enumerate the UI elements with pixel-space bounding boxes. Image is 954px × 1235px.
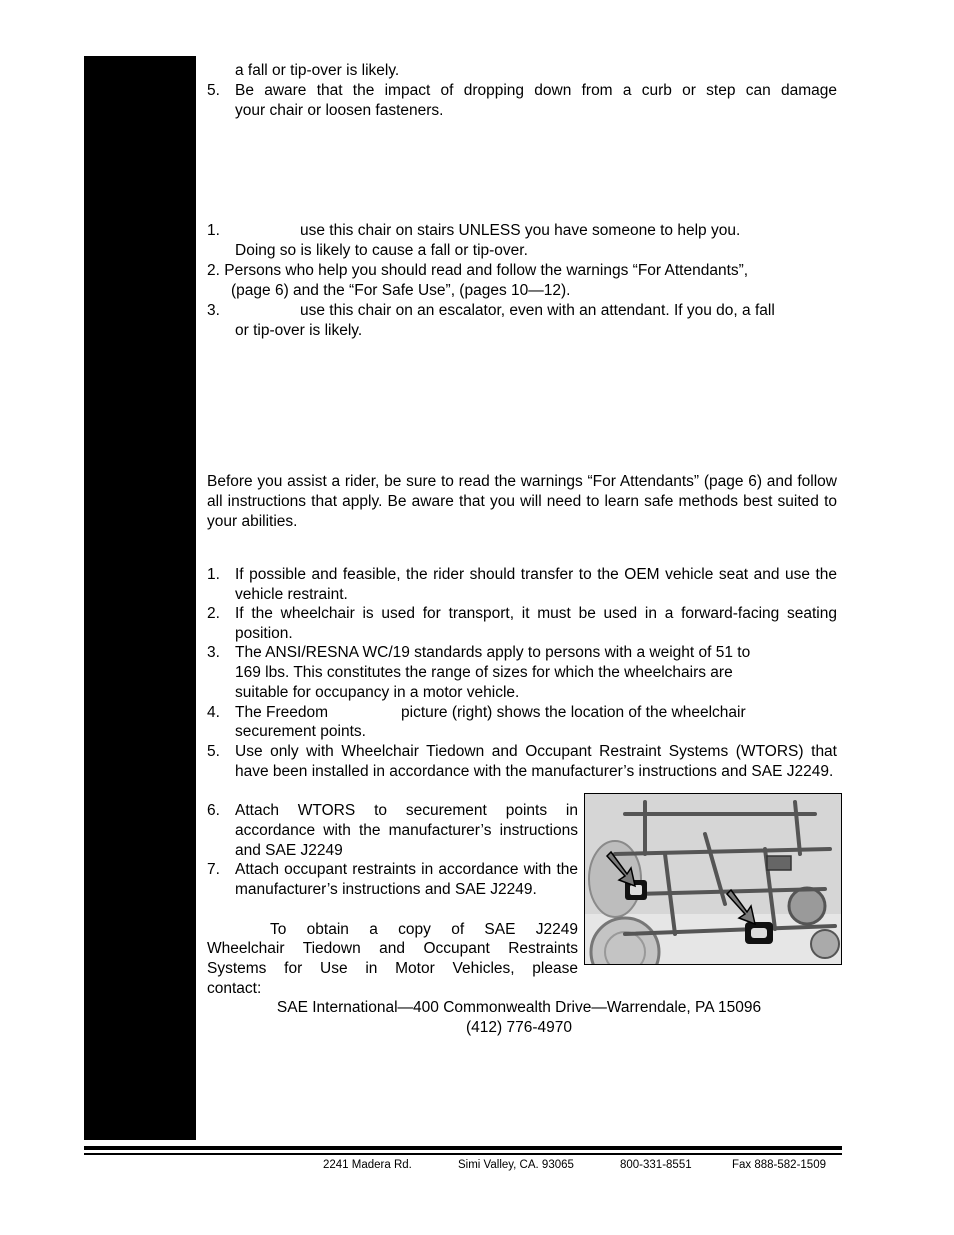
item-number: 5.: [207, 82, 220, 99]
item-number: 5.: [207, 743, 220, 760]
item-text: Attach WTORS to securement points in accordance with the manufacturer’s instructions and SAE J2249: [235, 802, 578, 859]
item-text: Be aware that the impact of dropping down from a curb or step can damage: [235, 82, 837, 99]
item-text: use this chair on an escalator, even with an attendant. If you do, a fall: [300, 302, 775, 319]
item-text: your chair or loosen fasteners.: [235, 102, 444, 119]
sae-copy-text: Systems for Use in Motor Vehicles, please: [207, 960, 578, 977]
footer-rule: [84, 1146, 842, 1150]
item-text: Attach occupant restraints in accordance with the manufacturer’s instructions and SAE J2249.: [235, 861, 578, 898]
sae-copy-text: To obtain a copy of SAE J2249: [270, 921, 578, 938]
footer-city: Simi Valley, CA. 93065: [458, 1159, 574, 1171]
side-tab-bar: [84, 56, 196, 1140]
item-number: 4.: [207, 704, 220, 721]
item-text: securement points.: [235, 723, 366, 740]
item-text: or tip-over is likely.: [235, 322, 363, 339]
item-text: If possible and feasible, the rider should transfer to the OEM vehicle seat and use the vehicle restraint.: [235, 566, 837, 603]
item-text: Doing so is likely to cause a fall or tip-over.: [235, 242, 528, 259]
sae-contact-phone: (412) 776-4970: [466, 1019, 572, 1036]
assist-paragraph: Before you assist a rider, be sure to read the warnings “For Attendants” (page 6) and follow all instructions that apply. Be aware that you will need to learn safe methods best suited to your abilities.: [207, 473, 837, 530]
item-number: 6.: [207, 802, 220, 819]
item-text: 2. Persons who help you should read and follow the warnings “For Attendants”,: [207, 262, 749, 279]
item-text: If the wheelchair is used for transport, it must be used in a forward-facing seating position.: [235, 605, 837, 642]
item-text: picture (right) shows the location of the wheelchair: [401, 704, 746, 721]
footer-address: 2241 Madera Rd.: [323, 1159, 412, 1171]
item-number: 3.: [207, 644, 220, 661]
item-number: 1.: [207, 566, 220, 583]
footer-phone: 800-331-8551: [620, 1159, 692, 1171]
footer-rule: [84, 1153, 842, 1155]
item-number: 1.: [207, 222, 220, 239]
item-text: (page 6) and the “For Safe Use”, (pages 10—12).: [231, 282, 571, 299]
wheelchair-securement-photo: [584, 793, 842, 965]
item-text: The Freedom: [235, 704, 329, 721]
item-number: 7.: [207, 861, 220, 878]
sae-copy-text: Wheelchair Tiedown and Occupant Restraints: [207, 940, 578, 957]
item-text: 169 lbs. This constitutes the range of sizes for which the wheelchairs are: [235, 664, 733, 681]
item-text: suitable for occupancy in a motor vehicle.: [235, 684, 520, 701]
sae-contact-address: SAE International—400 Commonwealth Drive—Warrendale, PA 15096: [276, 999, 762, 1016]
item-text: The ANSI/RESNA WC/19 standards apply to persons with a weight of 51 to: [235, 644, 751, 661]
footer-fax: Fax 888-582-1509: [732, 1159, 826, 1171]
sae-copy-text: contact:: [207, 980, 262, 997]
item-number: 3.: [207, 302, 220, 319]
wheelchair-photo-illustration: [585, 794, 841, 964]
item-number: 2.: [207, 605, 220, 622]
continued-text: a fall or tip-over is likely.: [235, 62, 400, 79]
item-text: Use only with Wheelchair Tiedown and Occupant Restraint Systems (WTORS) that have been installed in accordance with the manufacturer’s instructions and SAE J2249.: [235, 743, 837, 780]
item-text: use this chair on stairs UNLESS you have someone to help you.: [300, 222, 741, 239]
